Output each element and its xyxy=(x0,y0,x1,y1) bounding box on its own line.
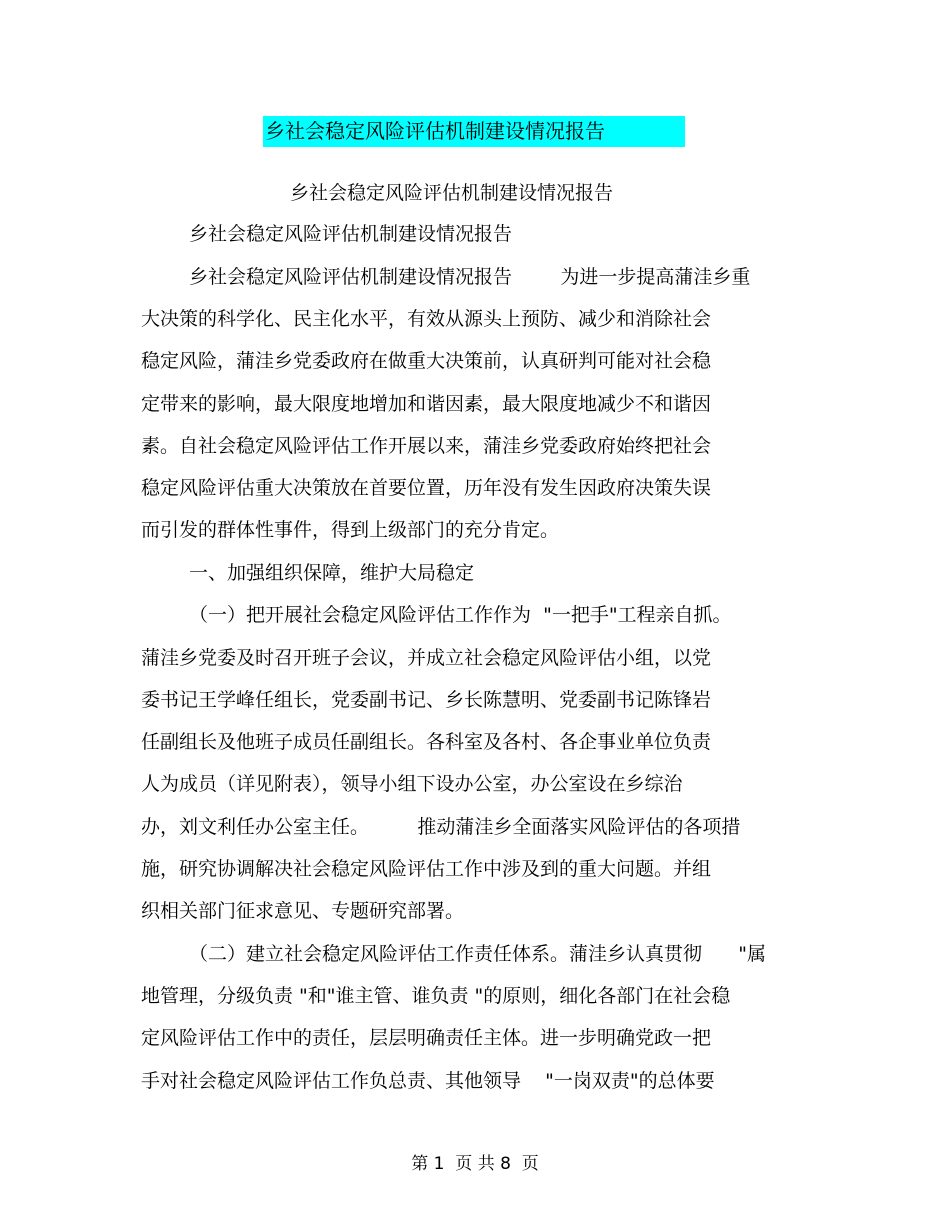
subtitle-line: 乡社会稳定风险评估机制建设情况报告 xyxy=(290,182,614,204)
paragraph-line: 稳定风险评估重大决策放在首要位置，历年没有发生因政府决策失误 xyxy=(141,477,712,499)
paragraph-line: 而引发的群体性事件，得到上级部门的充分肯定。 xyxy=(141,519,560,541)
document-title: 乡社会稳定风险评估机制建设情况报告 xyxy=(263,116,685,147)
paragraph-line: 施，研究协调解决社会稳定风险评估工作中涉及到的重大问题。并组 xyxy=(141,858,712,880)
paragraph-line: 稳定风险，蒲洼乡党委政府在做重大决策前，认真研判可能对社会稳 xyxy=(141,350,712,372)
paragraph-line: （一）把开展社会稳定风险评估工作作为 "一把手"工程亲自抓。 xyxy=(189,604,732,626)
paragraph-line: 大决策的科学化、民主化水平，有效从源头上预防、减少和消除社会 xyxy=(141,308,712,330)
paragraph-line: 人为成员（详见附表），领导小组下设办公室，办公室设在乡综治 xyxy=(141,773,683,795)
paragraph-line: 定带来的影响，最大限度地增加和谐因素，最大限度地减少不和谐因 xyxy=(141,393,712,415)
paragraph-line: （二）建立社会稳定风险评估工作责任体系。蒲洼乡认真贯彻 "属 xyxy=(189,943,766,965)
heading-line: 乡社会稳定风险评估机制建设情况报告 xyxy=(189,223,513,245)
paragraph-line: 任副组长及他班子成员任副组长。各科室及各村、各企事业单位负责 xyxy=(141,731,712,753)
paragraph-line: 地管理，分级负责 "和"谁主管、谁负责 "的原则，细化各部门在社会稳 xyxy=(141,985,731,1007)
paragraph-line: 定风险评估工作中的责任，层层明确责任主体。进一步明确党政一把 xyxy=(141,1027,712,1049)
page-number-footer: 第 1 页 共 8 页 xyxy=(411,1154,539,1174)
paragraph-line: 办，刘文利任办公室主任。 推动蒲洼乡全面落实风险评估的各项措 xyxy=(141,816,741,838)
section-heading: 一、加强组织保障，维护大局稳定 xyxy=(189,562,475,584)
paragraph-line: 织相关部门征求意见、专题研究部署。 xyxy=(141,900,465,922)
paragraph-line: 蒲洼乡党委及时召开班子会议，并成立社会稳定风险评估小组，以党 xyxy=(141,647,712,669)
paragraph-line: 乡社会稳定风险评估机制建设情况报告 为进一步提高蒲洼乡重 xyxy=(189,266,751,288)
paragraph-line: 手对社会稳定风险评估工作负总责、其他领导 "一岗双责"的总体要 xyxy=(141,1070,715,1092)
paragraph-line: 委书记王学峰任组长，党委副书记、乡长陈慧明、党委副书记陈锋岩 xyxy=(141,689,712,711)
paragraph-line: 素。自社会稳定风险评估工作开展以来，蒲洼乡党委政府始终把社会 xyxy=(141,435,712,457)
